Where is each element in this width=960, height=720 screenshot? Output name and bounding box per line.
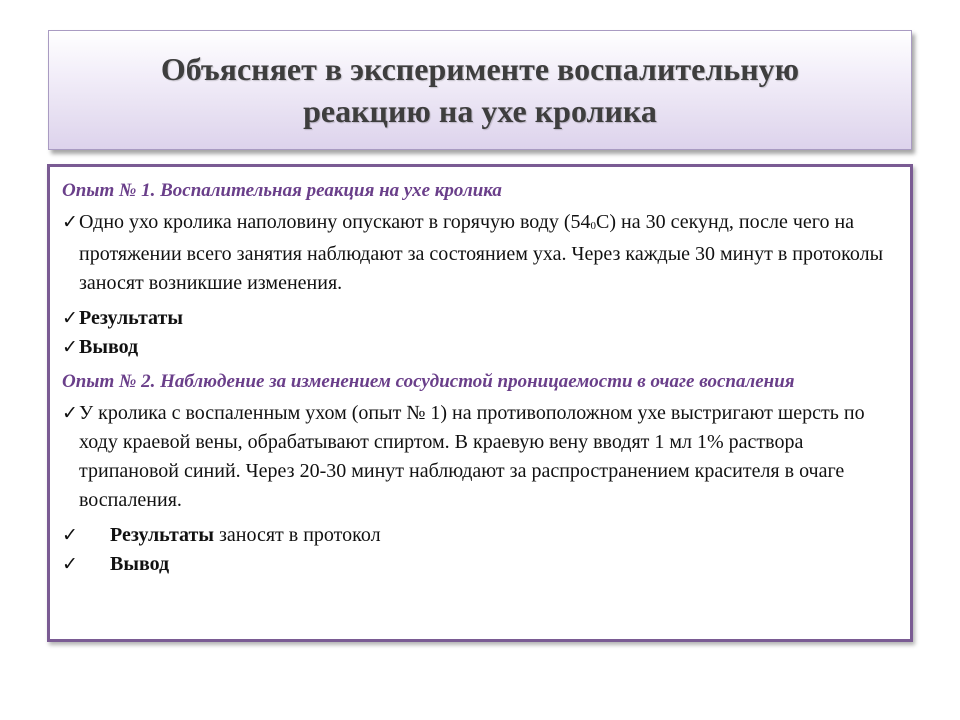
degree-mark: 0 xyxy=(590,220,597,232)
exp2-desc: У кролика с воспаленным ухом (опыт № 1) на противоположном ухе выстригают шерсть по ходу краевой вены, обрабатывают спиртом. В краевую вену вводят 1 мл 1% раствора трипановой синий. Через 20-30 минут наблюдают за распространением красителя в очаге воспаления. xyxy=(79,402,865,511)
check-mark-icon: ✓ xyxy=(62,403,78,424)
check-mark-icon: ✓ xyxy=(62,308,78,329)
results-label: Результаты xyxy=(79,307,183,329)
check-mark-icon: ✓ xyxy=(62,337,78,358)
conclusion-label: Вывод xyxy=(79,336,139,358)
title-line-2: реакцию на ухе кролика xyxy=(303,93,657,129)
experiment-2-description xyxy=(62,399,898,515)
check-mark-icon: ✓ xyxy=(62,554,78,575)
content-box xyxy=(47,164,913,642)
experiment-1-conclusion xyxy=(62,333,898,362)
experiment-1-description xyxy=(62,208,898,298)
experiment-2-conclusion xyxy=(62,550,898,579)
results-label: Результаты xyxy=(110,524,214,546)
slide-title xyxy=(161,48,799,132)
title-line-1: Объясняет в эксперименте воспалительную xyxy=(160,51,800,87)
exp1-desc-before: Одно ухо кролика наполовину опускают в горячую воду (54 xyxy=(79,211,591,233)
title-box xyxy=(48,30,912,150)
experiment-1-heading: Опыт № 1. Воспалительная реакция на ухе кролика xyxy=(62,180,502,201)
exp1-desc-after: С) на 30 секунд, после чего на протяжении всего занятия наблюдают за состоянием уха. Через каждые 30 минут в протоколы заносят возникшие изменения. xyxy=(79,211,884,294)
experiment-2-results xyxy=(62,521,898,550)
experiment-1-results xyxy=(62,304,898,333)
check-mark-icon: ✓ xyxy=(62,212,78,233)
check-mark-icon: ✓ xyxy=(62,525,78,546)
results-note: заносят в протокол xyxy=(213,524,381,546)
experiment-2-heading: Опыт № 2. Наблюдение за изменением сосудистой проницаемости в очаге воспаления xyxy=(62,371,795,392)
conclusion-label: Вывод xyxy=(110,553,170,575)
